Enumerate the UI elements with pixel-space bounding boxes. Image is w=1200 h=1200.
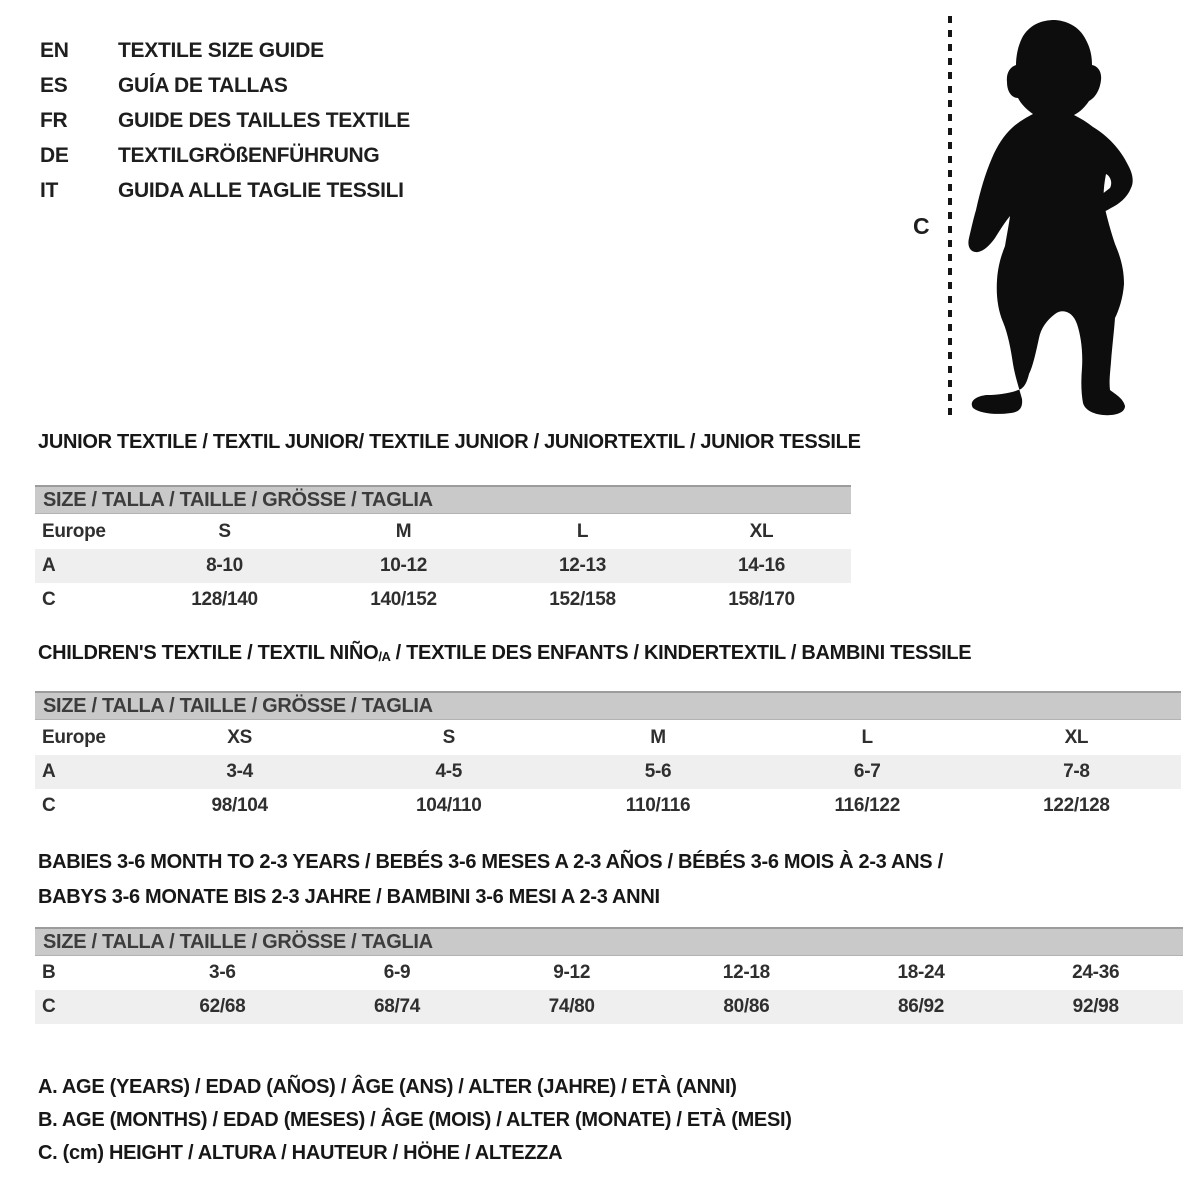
size-cell: S [442,726,455,748]
height-measure-c-label: C [913,213,930,239]
height-cell: 74/80 [548,996,595,1017]
babies-title-line2: BABYS 3-6 MONATE BIS 2-3 JAHRE / BAMBINI 3-6 MESI A 2-3 ANNI [38,886,660,908]
children-title-sub: /A [378,649,391,664]
measurement-legend [38,1071,792,1170]
table-row [35,720,1181,755]
language-row-de [40,138,410,173]
size-cell: L [576,520,589,542]
age-cell: 10-12 [379,555,428,576]
table-row [35,549,851,583]
height-cell: 140/152 [370,589,437,610]
height-cell: 62/68 [199,996,246,1017]
row-label: C [42,589,56,610]
legend-line-c: C. (cm) HEIGHT / ALTURA / HAUTEUR / HÖHE / ALTEZZA [38,1142,563,1164]
language-row-es [40,68,410,103]
junior-size-table [35,485,851,617]
size-header-bar: SIZE / TALLA / TAILLE / GRÖSSE / TAGLIA [35,691,1181,720]
table-row [35,583,851,617]
language-row-en [40,33,410,68]
language-code: ES [40,73,68,97]
children-section-title [38,642,971,665]
children-title-part2: / TEXTILE DES ENFANTS / KINDERTEXTIL / BAMBINI TESSILE [390,642,972,664]
language-title-list [40,33,410,208]
size-cell: XL [1064,726,1089,748]
age-cell: 24-36 [1072,962,1120,983]
age-cell: 4-5 [435,761,463,782]
row-label: Europe [42,520,106,542]
height-cell: 104/110 [416,795,482,816]
age-cell: 5-6 [644,761,672,782]
toddler-silhouette-image [963,18,1135,420]
legend-line-b: B. AGE (MONTHS) / EDAD (MESES) / ÂGE (MOIS) / ALTER (MONATE) / ETÀ (MESI) [38,1109,792,1131]
height-cell: 122/128 [1043,795,1110,816]
table-row [35,956,1183,990]
age-cell: 14-16 [737,555,786,576]
babies-size-table [35,927,1183,1024]
guide-title-fr: GUIDE DES TAILLES TEXTILE [118,108,410,132]
row-label: C [42,996,56,1017]
children-title-part1: CHILDREN'S TEXTILE / TEXTIL NIÑO [38,642,379,664]
height-cell: 110/116 [625,795,691,816]
height-cell: 152/158 [549,589,616,610]
row-label: A [42,555,56,576]
babies-title-line1: BABIES 3-6 MONTH TO 2-3 YEARS / BEBÉS 3-6 MESES A 2-3 AÑOS / BÉBÉS 3-6 MOIS À 2-3 ANS / [38,851,943,873]
height-cell: 98/104 [211,795,268,816]
guide-title-de: TEXTILGRÖßENFÜHRUNG [118,143,380,167]
height-cell: 116/122 [834,795,900,816]
language-row-it [40,173,410,208]
height-measure-dashed-line [948,16,952,416]
table-row [35,990,1183,1024]
size-header-bar: SIZE / TALLA / TAILLE / GRÖSSE / TAGLIA [35,485,851,514]
table-row [35,755,1181,789]
language-code: DE [40,143,69,167]
age-cell: 18-24 [897,962,945,983]
age-cell: 9-12 [553,962,591,983]
age-cell: 12-18 [722,962,770,983]
height-cell: 92/98 [1072,996,1119,1017]
table-row [35,789,1181,823]
size-cell: XL [749,520,774,542]
age-cell: 12-13 [558,555,607,576]
size-cell: L [861,726,873,748]
children-size-table [35,691,1181,823]
age-cell: 7-8 [1063,761,1090,782]
age-cell: 3-6 [209,962,236,983]
row-label: C [42,795,56,816]
guide-title-it: GUIDA ALLE TAGLIE TESSILI [118,178,404,202]
row-label: A [42,761,56,782]
age-cell: 3-4 [226,761,253,782]
height-cell: 80/86 [723,996,770,1017]
age-cell: 6-7 [853,761,881,782]
height-cell: 158/170 [728,589,795,610]
height-cell: 86/92 [898,996,945,1017]
language-row-fr [40,103,410,138]
size-cell: XS [227,726,252,748]
size-cell: M [395,520,412,542]
junior-section-title: JUNIOR TEXTILE / TEXTIL JUNIOR/ TEXTILE JUNIOR / JUNIORTEXTIL / JUNIOR TESSILE [38,431,861,453]
age-cell: 8-10 [206,555,243,576]
legend-line-a: A. AGE (YEARS) / EDAD (AÑOS) / ÂGE (ANS) / ALTER (JAHRE) / ETÀ (ANNI) [38,1076,737,1098]
size-cell: M [650,726,666,748]
size-cell: S [218,520,231,542]
size-header-bar: SIZE / TALLA / TAILLE / GRÖSSE / TAGLIA [35,927,1183,956]
row-label: B [42,962,56,983]
height-cell: 128/140 [191,589,258,610]
table-row [35,514,851,549]
babies-section-title [38,845,943,915]
row-label: Europe [42,726,106,748]
height-cell: 68/74 [373,996,421,1017]
language-code: EN [40,38,69,62]
guide-title-en: TEXTILE SIZE GUIDE [118,38,324,62]
guide-title-es: GUÍA DE TALLAS [118,73,288,97]
language-code: IT [40,178,59,202]
language-code: FR [40,108,68,132]
age-cell: 6-9 [383,962,411,983]
